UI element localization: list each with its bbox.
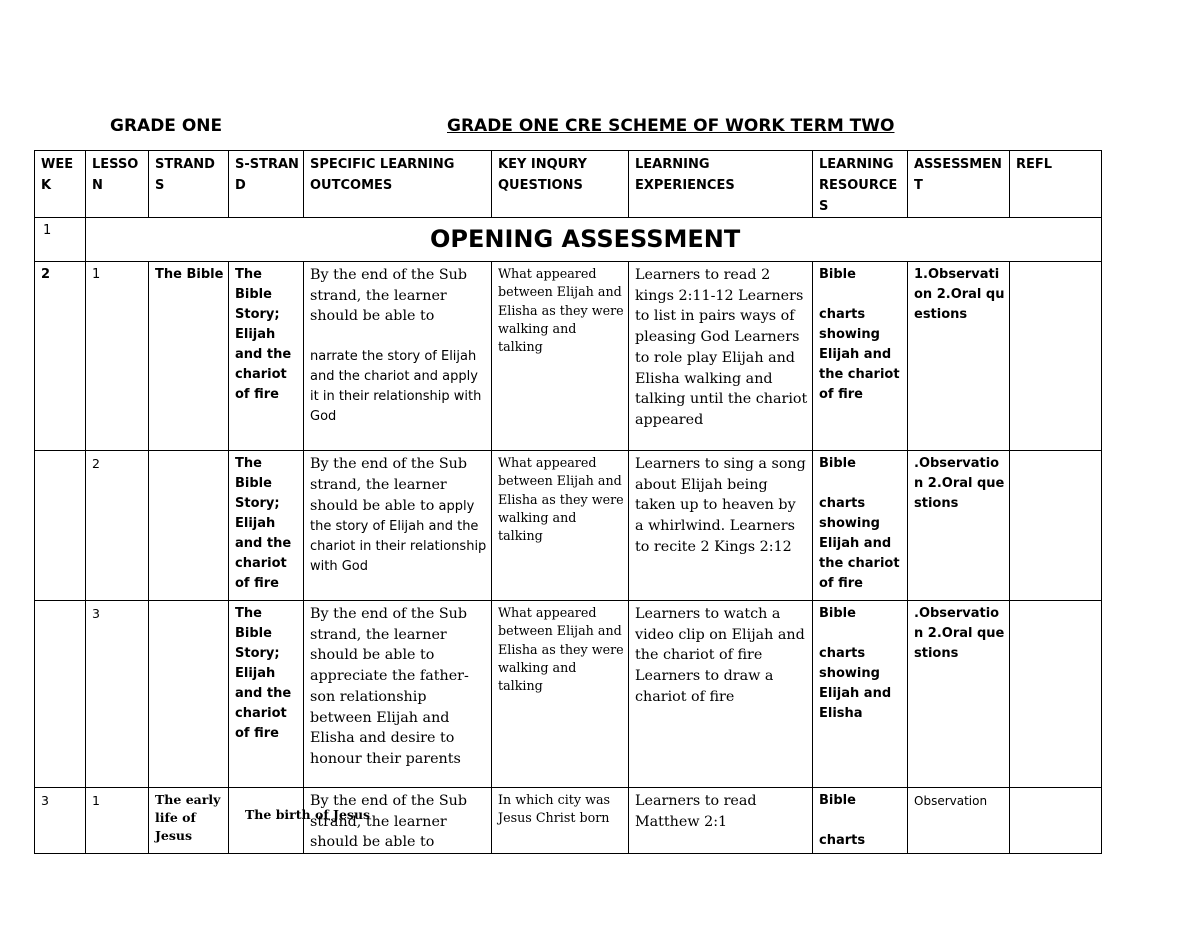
resources-cell <box>813 262 908 451</box>
outcome-intro: By the end of the Sub strand, the learner should be able to <box>310 456 468 514</box>
table-row <box>35 262 1102 451</box>
question-cell: What appeared between Elijah and Elisha as they were walking and talking <box>492 601 629 788</box>
reflection-cell <box>1010 262 1102 451</box>
col-header-assessment: ASSESSMENT <box>908 151 1010 218</box>
experiences-cell: Learners to watch a video clip on Elijah and the chariot of fire Learners to draw a chariot of fire <box>629 601 813 788</box>
header-row <box>35 151 1102 218</box>
opening-assessment-title: OPENING ASSESSMENT <box>86 218 1102 262</box>
outcome-cell: By the end of the Sub strand, the learner should be able to appreciate the father-son relationship between Elijah and Elisha and desire to honour their parents <box>304 601 492 788</box>
experiences-cell: Learners to read Matthew 2:1 <box>629 788 813 854</box>
substrand-cell: The birth of Jesus <box>229 788 304 854</box>
col-header-substrand: S-STRAND <box>229 151 304 218</box>
outcome-text: apply the story of Elijah and the chariot in their relationship with God <box>310 499 487 574</box>
col-header-experiences: LEARNING EXPERIENCES <box>629 151 813 218</box>
resource-primary: Bible <box>819 456 856 471</box>
resource-secondary: charts showing Elijah and Elisha <box>819 646 892 721</box>
week-cell <box>35 601 86 788</box>
strand-cell: The early life of Jesus <box>149 788 229 854</box>
substrand-cell: The Bible Story; Elijah and the chariot of fire <box>229 601 304 788</box>
outcome-cell <box>304 262 492 451</box>
outcome-cell <box>304 451 492 601</box>
resources-cell <box>813 601 908 788</box>
substrand-cell: The Bible Story; Elijah and the chariot of fire <box>229 451 304 601</box>
assessment-cell: .Observation 2.Oral questions <box>908 451 1010 601</box>
table-row <box>35 451 1102 601</box>
col-header-week: WEEK <box>35 151 86 218</box>
experiences-cell: Learners to sing a song about Elijah being taken up to heaven by a whirlwind. Learners to recite 2 Kings 2:12 <box>629 451 813 601</box>
col-header-lesson: LESSON <box>86 151 149 218</box>
grade-label: GRADE ONE <box>110 116 223 136</box>
resource-secondary: charts showing Elijah and the chariot of fire <box>819 307 900 402</box>
week-cell <box>35 451 86 601</box>
substrand-cell: The Bible Story; Elijah and the chariot of fire <box>229 262 304 451</box>
resources-cell <box>813 451 908 601</box>
col-header-questions: KEY INQURY QUESTIONS <box>492 151 629 218</box>
col-header-outcomes: SPECIFIC LEARNING OUTCOMES <box>304 151 492 218</box>
lesson-cell: 1 <box>86 788 149 854</box>
scheme-of-work-table <box>34 150 1102 854</box>
reflection-cell <box>1010 451 1102 601</box>
col-header-reflection: REFL <box>1010 151 1102 218</box>
table-row <box>35 788 1102 854</box>
lesson-cell: 1 <box>86 262 149 451</box>
week-cell: 1 <box>35 218 86 262</box>
week-cell: 2 <box>35 262 86 451</box>
lesson-cell: 3 <box>86 601 149 788</box>
reflection-cell <box>1010 601 1102 788</box>
strand-cell <box>149 451 229 601</box>
experiences-cell: Learners to read 2 kings 2:11-12 Learners to list in pairs ways of pleasing God Learners to role play Elijah and Elisha walking and talking until the chariot appeared <box>629 262 813 451</box>
resource-primary: Bible <box>819 793 856 808</box>
resource-secondary: charts showing Elijah and the chariot of fire <box>819 496 900 591</box>
assessment-cell: .Observation 2.Oral questions <box>908 601 1010 788</box>
outcome-cell: By the end of the Sub strand, the learner should be able to <box>304 788 492 854</box>
resource-primary: Bible <box>819 267 856 282</box>
assessment-cell: Observation <box>908 788 1010 854</box>
question-cell: What appeared between Elijah and Elisha as they were walking and talking <box>492 262 629 451</box>
strand-cell: The Bible <box>149 262 229 451</box>
lesson-cell: 2 <box>86 451 149 601</box>
resource-primary: Bible <box>819 606 856 621</box>
week-cell: 3 <box>35 788 86 854</box>
outcome-text: narrate the story of Elijah and the chariot and apply it in their relationship with God <box>310 349 482 425</box>
outcome-intro: By the end of the Sub strand, the learner should be able to <box>310 267 468 325</box>
assessment-cell: 1.Observation 2.Oral questions <box>908 262 1010 451</box>
scheme-table-wrap <box>34 150 1101 851</box>
table-row <box>35 601 1102 788</box>
col-header-resources: LEARNING RESOURCES <box>813 151 908 218</box>
question-cell: In which city was Jesus Christ born <box>492 788 629 854</box>
strand-cell <box>149 601 229 788</box>
reflection-cell <box>1010 788 1102 854</box>
document-title: GRADE ONE CRE SCHEME OF WORK TERM TWO <box>447 116 895 136</box>
opening-row <box>35 218 1102 262</box>
resources-cell <box>813 788 908 854</box>
col-header-strands: STRANDS <box>149 151 229 218</box>
resource-secondary: charts <box>819 833 866 848</box>
question-cell: What appeared between Elijah and Elisha as they were walking and talking <box>492 451 629 601</box>
